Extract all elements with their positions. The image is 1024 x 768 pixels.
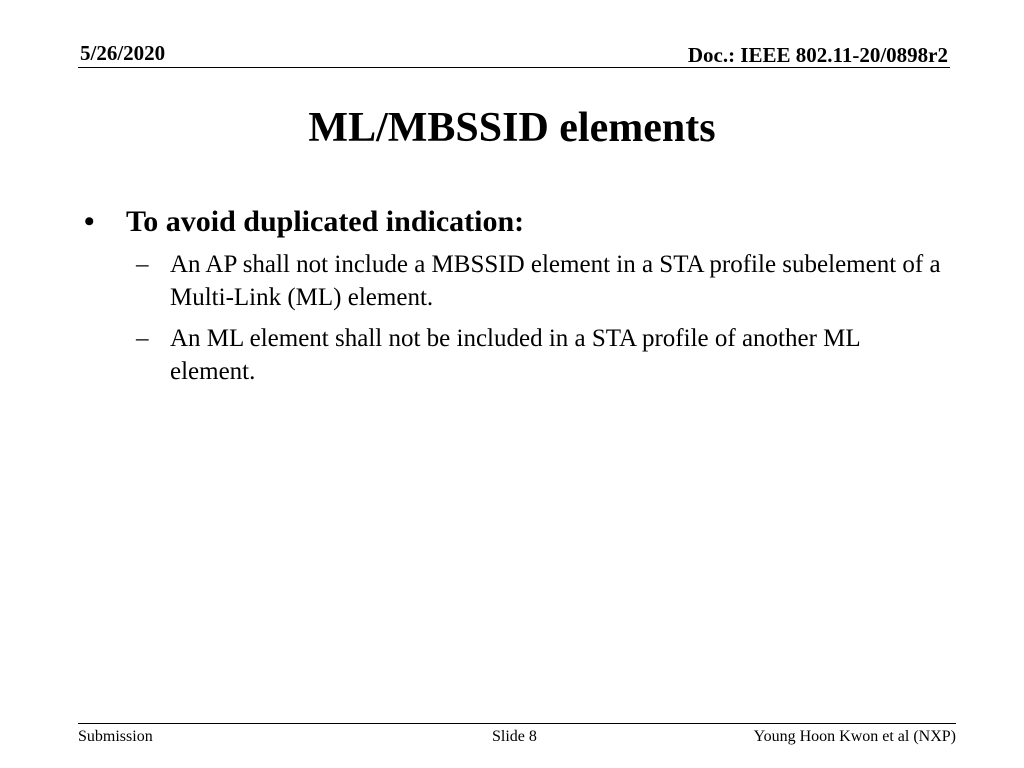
bullet-item — [84, 200, 944, 244]
sub-bullet-marker: – — [136, 325, 149, 352]
sub-bullet-list — [136, 248, 944, 388]
footer-author: Young Hoon Kwon et al (NXP) — [753, 728, 956, 745]
slide-title: ML/MBSSID elements — [308, 105, 716, 151]
sub-bullet-marker: – — [136, 251, 149, 278]
footer-slide-number: Slide 8 — [492, 728, 537, 745]
sub-bullet-text: An AP shall not include a MBSSID element in a STA profile subelement of a Multi-Link (ML) element. — [170, 251, 941, 311]
bullet-marker: • — [84, 205, 95, 238]
header-document-id: Doc.: IEEE 802.11-20/0898r2 — [687, 43, 948, 67]
sub-bullet-item — [136, 322, 944, 388]
footer-divider — [78, 723, 956, 724]
footer-submission: Submission — [78, 728, 153, 745]
slide-content — [84, 200, 944, 396]
bullet-text: To avoid duplicated indication: — [126, 205, 525, 238]
header-divider — [78, 67, 950, 68]
sub-bullet-item — [136, 248, 944, 314]
sub-bullet-text: An ML element shall not be included in a STA profile of another ML element. — [170, 325, 860, 385]
header-date: 5/26/2020 — [80, 41, 166, 65]
